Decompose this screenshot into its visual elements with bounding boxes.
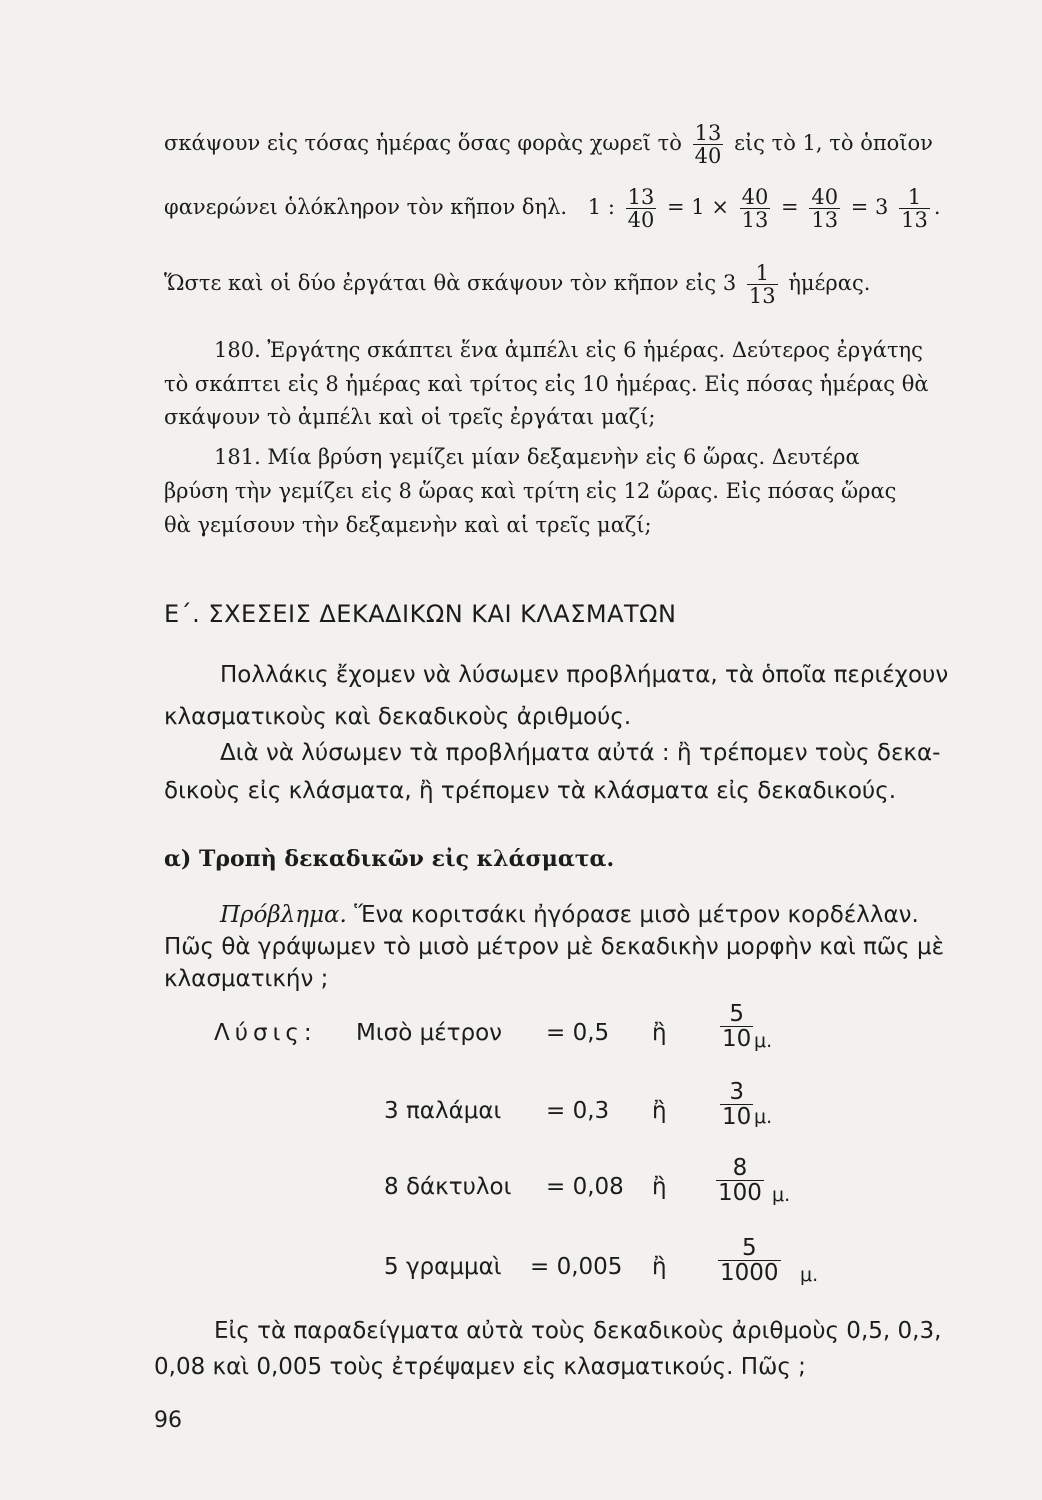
math-expression: = 3 [850,195,889,220]
fraction [718,1236,781,1285]
fraction [720,1080,753,1129]
section-heading: Ε΄. ΣΧΕΣΕΙΣ ΔΕΚΑΔΙΚΩΝ ΚΑΙ ΚΛΑΣΜΑΤΩΝ [164,600,677,628]
solution-row-decimal: = 0,005 [530,1254,623,1280]
paragraph-line: Πολλάκις ἔχομεν νὰ λύσωμεν προβλήματα, τὰ ὁποῖα περιέχουν [220,662,949,688]
text-segment: Ὥστε καὶ οἱ δύο ἐργάται θὰ σκάψουν τὸν κῆπον εἰς 3 [164,271,737,296]
solution-row-or: ἢ [652,1098,667,1124]
text-segment: Ἕνα κοριτσάκι ἠγόρασε μισὸ μέτρον κορδέλλαν. [354,902,919,928]
fraction [693,122,724,167]
fraction-denominator: 13 [811,208,839,233]
math-expression: = [781,195,799,220]
solution-label: Λύσις: [214,1020,317,1046]
fraction-numerator: 40 [811,185,839,209]
fraction-denominator: 10 [722,1104,752,1131]
solution-row-fraction [716,1002,757,1051]
fraction-denominator: 1000 [720,1260,779,1287]
solution-row-fraction [712,1156,768,1205]
fraction-denominator: 13 [901,208,928,233]
unit-label: μ. [772,1184,791,1206]
text-line [164,186,941,231]
problem-180-line: τὸ σκάπτει εἰς 8 ἡμέρας καὶ τρίτος εἰς 10 ἡμέρας. Εἰς πόσας ἡμέρας θὰ [164,372,929,396]
math-expression: = 1 × [667,195,729,220]
math-expression: 1 : [587,195,615,220]
solution-row-decimal: = 0,5 [546,1020,610,1046]
fraction-numerator: 5 [718,1236,781,1261]
subsection-heading: α) Τροπὴ δεκαδικῶν εἰς κλάσματα. [164,846,615,872]
text-segment: . [933,195,941,220]
solution-row-label: Μισὸ μέτρον [356,1020,503,1046]
solution-row-fraction [714,1236,785,1285]
problem-statement-line [220,902,919,928]
fraction-numerator: 1 [747,262,778,285]
fraction-denominator: 100 [718,1180,762,1207]
solution-row-or: ἢ [652,1020,667,1046]
fraction-numerator: 40 [741,185,769,209]
fraction-numerator: 13 [627,185,655,209]
solution-row-label: 3 παλάμαι [384,1098,502,1124]
fraction-numerator: 13 [694,121,722,145]
solution-row-decimal: = 0,08 [546,1174,624,1200]
paragraph-line: Διὰ νὰ λύσωμεν τὰ προβλήματα αὐτά : ἢ τρέπομεν τοὺς δεκα- [220,740,941,766]
problem-label: Πρόβλημα. [220,902,347,928]
paragraph-line: κλασματικοὺς καὶ δεκαδικοὺς ἀριθμούς. [164,704,632,730]
solution-row-label: 5 γραμμαὶ [384,1254,502,1280]
text-line [164,122,933,167]
problem-statement-line: Πῶς θὰ γράψωμεν τὸ μισὸ μέτρον μὲ δεκαδικὴν μορφὴν καὶ πῶς μὲ [164,934,945,960]
problem-181-line: θὰ γεμίσουν τὴν δεξαμενὴν καὶ αἱ τρεῖς μαζί; [164,513,652,537]
paragraph-line: 0,08 καὶ 0,005 τοὺς ἐτρέψαμεν εἰς κλασματικούς. Πῶς ; [154,1354,806,1380]
text-segment: φανερώνει ὁλόκληρον τὸν κῆπον δηλ. [164,195,568,220]
fraction-numerator: 5 [720,1002,753,1027]
fraction-denominator: 40 [694,144,722,169]
fraction [809,186,840,231]
fraction [716,1156,764,1205]
solution-row-decimal: = 0,3 [546,1098,610,1124]
solution-row-label: 8 δάκτυλοι [384,1174,512,1200]
problem-181-line: 181. Μία βρύση γεμίζει μίαν δεξαμενὴν εἰς 6 ὥρας. Δευτέρα [214,445,860,469]
unit-label: μ. [754,1030,773,1052]
fraction-numerator: 1 [899,186,930,209]
fraction-numerator: 3 [720,1080,753,1105]
solution-row-or: ἢ [652,1254,667,1280]
fraction [720,1002,753,1051]
text-segment: ἡμέρας. [788,271,871,296]
unit-label: μ. [754,1106,773,1128]
problem-statement-line: κλασματικήν ; [164,966,329,992]
fraction-denominator: 13 [741,208,769,233]
fraction-numerator: 8 [716,1156,764,1181]
fraction [626,186,657,231]
fraction [740,186,771,231]
problem-180-line: 180. Ἐργάτης σκάπτει ἕνα ἀμπέλι εἰς 6 ἡμέρας. Δεύτερος ἐργάτης [214,338,923,362]
fraction-denominator: 10 [722,1026,752,1053]
page-number: 96 [154,1408,182,1433]
solution-row-fraction [716,1080,757,1129]
solution-row-or: ἢ [652,1174,667,1200]
paragraph-line: δικοὺς εἰς κλάσματα, ἢ τρέπομεν τὰ κλάσματα εἰς δεκαδικούς. [164,778,897,804]
text-line [164,262,870,307]
text-segment: σκάψουν εἰς τόσας ἡμέρας ὅσας φορὰς χωρεῖ τὸ [164,131,682,156]
text-segment: εἰς τὸ 1, τὸ ὁποῖον [734,131,933,156]
fraction [899,186,930,231]
fraction [747,262,778,307]
unit-label: μ. [800,1264,819,1286]
problem-181-line: βρύση τὴν γεμίζει εἰς 8 ὥρας καὶ τρίτη εἰς 12 ὥρας. Εἰς πόσας ὥρας [164,479,897,503]
problem-180-line: σκάψουν τὸ ἀμπέλι καὶ οἱ τρεῖς ἐργάται μαζί; [164,405,656,429]
paragraph-line: Εἰς τὰ παραδείγματα αὐτὰ τοὺς δεκαδικοὺς ἀριθμοὺς 0,5, 0,3, [214,1318,942,1344]
fraction-denominator: 13 [748,284,776,309]
fraction-denominator: 40 [627,208,655,233]
